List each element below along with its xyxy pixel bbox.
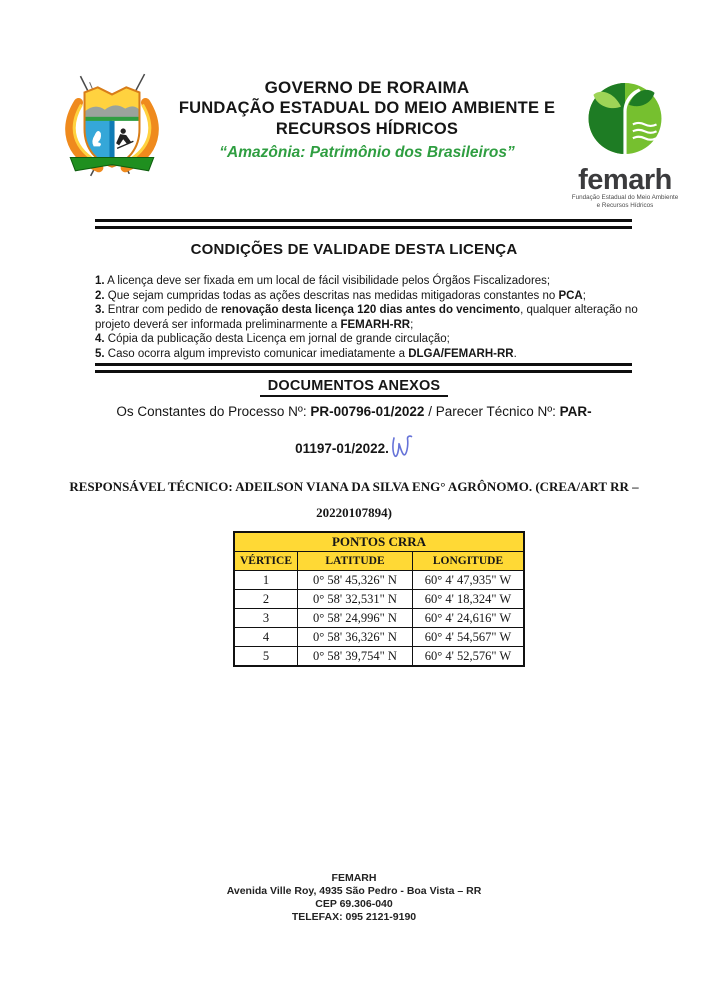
text-segment: PAR- xyxy=(559,404,592,419)
text-segment: . xyxy=(513,347,517,360)
column-header: LONGITUDE xyxy=(413,552,525,571)
femarh-tree-icon xyxy=(556,80,694,159)
text-segment: Cópia da publicação desta Licença em jornal de grande circulação; xyxy=(104,333,450,346)
femarh-logo xyxy=(556,80,694,209)
condition-number: 1. xyxy=(95,275,105,287)
process-reference-line2 xyxy=(0,433,708,461)
footer-address-block xyxy=(0,872,708,924)
condition-number: 3. xyxy=(95,304,105,317)
text-segment: / Parecer Técnico Nº: xyxy=(424,404,560,419)
footer-street: Avenida Ville Roy, 4935 São Pedro - Boa Vista – RR xyxy=(226,885,482,897)
text-segment: Entrar com pedido de xyxy=(104,304,221,317)
latitude-cell: 0° 58' 45,326" N xyxy=(298,571,413,590)
longitude-cell: 60° 4' 47,935" W xyxy=(413,571,525,590)
condition-item xyxy=(95,289,638,304)
responsible-line2: 20220107894) xyxy=(316,505,392,520)
org-title-line2: RECURSOS HÍDRICOS xyxy=(275,120,459,138)
process-reference-line1 xyxy=(0,404,708,419)
vertice-cell: 5 xyxy=(234,647,298,667)
text-segment: Os Constantes do Processo Nº: xyxy=(116,404,311,419)
footer-cep: CEP 69.306-040 xyxy=(315,898,393,910)
text-segment: PR-00796-01/2022 xyxy=(310,404,425,419)
text-segment: A licença deve ser fixada em um local de fácil visibilidade pelos Órgãos Fiscalizadores; xyxy=(104,275,551,287)
column-header: VÉRTICE xyxy=(234,552,298,571)
table-row xyxy=(234,552,524,571)
footer-org-name: FEMARH xyxy=(331,872,377,884)
table-row xyxy=(234,571,524,590)
text-segment: DLGA/FEMARH-RR xyxy=(408,347,514,360)
condition-item xyxy=(95,332,638,347)
longitude-cell: 60° 4' 52,576" W xyxy=(413,647,525,667)
annex-section-title: DOCUMENTOS ANEXOS xyxy=(260,378,449,397)
section-divider-middle xyxy=(95,363,632,373)
latitude-cell: 0° 58' 36,326" N xyxy=(298,628,413,647)
latitude-cell: 0° 58' 39,754" N xyxy=(298,647,413,667)
footer-telefax: TELEFAX: 095 2121-9190 xyxy=(291,911,417,923)
latitude-cell: 0° 58' 32,531" N xyxy=(298,590,413,609)
handwritten-initials-icon xyxy=(391,433,413,461)
table-caption: PONTOS CRRA xyxy=(234,532,524,552)
text-segment: Caso ocorra algum imprevisto comunicar imediatamente a xyxy=(104,347,409,360)
responsible-line1: RESPONSÁVEL TÉCNICO: ADEILSON VIANA DA SILVA ENG° AGRÔNOMO. (CREA/ART RR – xyxy=(69,479,639,494)
gov-title: GOVERNO DE RORAIMA xyxy=(264,78,470,97)
org-title-line1: FUNDAÇÃO ESTADUAL DO MEIO AMBIENTE E xyxy=(178,99,556,117)
latitude-cell: 0° 58' 24,996" N xyxy=(298,609,413,628)
femarh-tagline-line2: e Recursos Hídricos xyxy=(596,201,654,209)
text-segment: ; xyxy=(582,289,586,302)
table-row xyxy=(234,628,524,647)
letterhead xyxy=(168,78,566,162)
vertice-cell: 2 xyxy=(234,590,298,609)
text-segment: Que sejam cumpridas todas as ações descritas nas medidas mitigadoras constantes no xyxy=(104,289,559,302)
condition-number: 2. xyxy=(95,289,105,302)
condition-item xyxy=(95,303,638,332)
conditions-section-title: CONDIÇÕES DE VALIDADE DESTA LICENÇA xyxy=(190,241,518,258)
column-header: LATITUDE xyxy=(298,552,413,571)
longitude-cell: 60° 4' 24,616" W xyxy=(413,609,525,628)
table-row xyxy=(234,532,524,552)
femarh-wordmark: femarh xyxy=(578,164,672,196)
roraima-coat-of-arms-icon xyxy=(56,70,168,184)
parecer-number xyxy=(295,441,389,456)
condition-number: 5. xyxy=(95,347,105,360)
responsible-technician xyxy=(0,474,708,526)
section-divider-top xyxy=(95,219,632,229)
vertice-cell: 4 xyxy=(234,628,298,647)
vertice-cell: 1 xyxy=(234,571,298,590)
longitude-cell: 60° 4' 54,567" W xyxy=(413,628,525,647)
vertice-cell: 3 xyxy=(234,609,298,628)
text-segment: FEMARH-RR xyxy=(340,318,411,331)
text-segment: 01197-01/2022. xyxy=(295,441,389,456)
longitude-cell: 60° 4' 18,324" W xyxy=(413,590,525,609)
state-motto: “Amazônia: Patrimônio dos Brasileiros” xyxy=(219,144,515,161)
annex-section xyxy=(0,377,708,397)
table-row xyxy=(234,590,524,609)
text-segment: , qualquer alteração no projeto deverá ser informada preliminarmente a xyxy=(95,304,638,331)
condition-number: 4. xyxy=(95,333,105,346)
condition-item xyxy=(95,274,638,289)
coordinates-table xyxy=(233,531,525,667)
text-segment: ; xyxy=(410,318,414,331)
femarh-tagline-line1: Fundação Estadual do Meio Ambiente xyxy=(571,194,679,201)
text-segment: renovação desta licença 120 dias antes do vencimento xyxy=(220,304,521,317)
conditions-list xyxy=(95,274,638,362)
condition-item xyxy=(95,347,638,362)
text-segment: PCA xyxy=(558,289,583,302)
table-row xyxy=(234,609,524,628)
table-row xyxy=(234,647,524,667)
